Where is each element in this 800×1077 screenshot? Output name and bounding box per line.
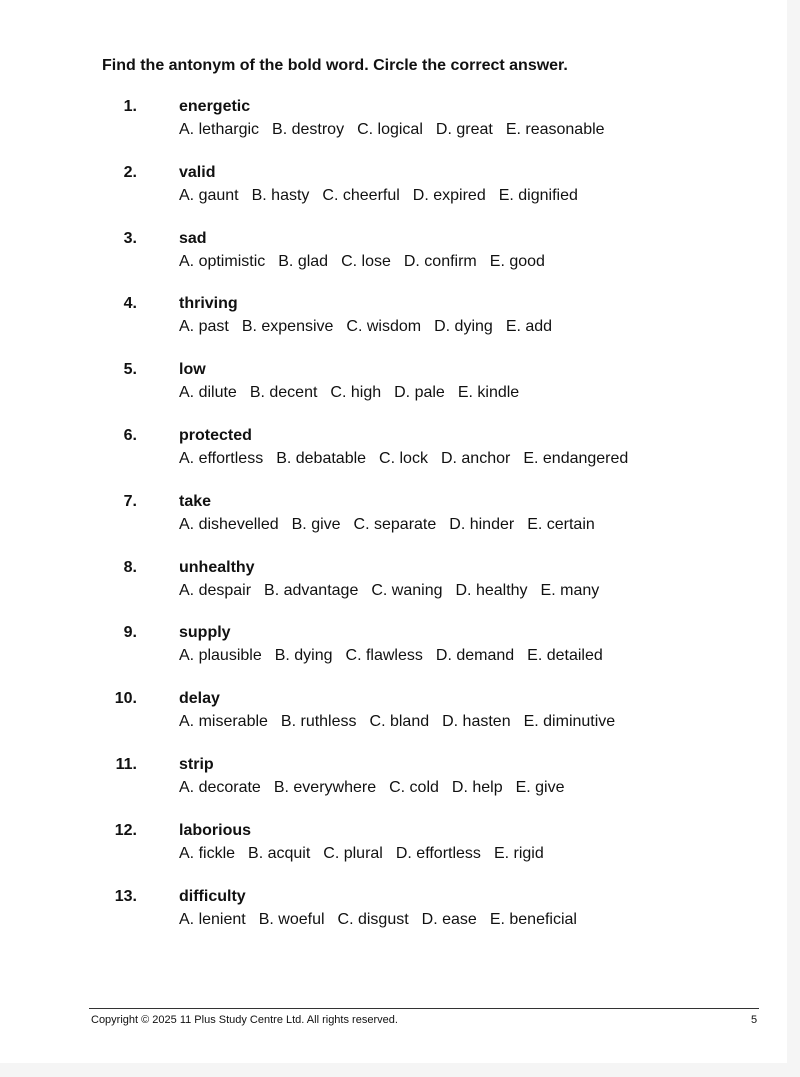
answer-option[interactable]: C. plural [323, 844, 383, 862]
question-number: 5. [123, 361, 137, 379]
target-word: supply [179, 624, 231, 642]
answer-options [179, 449, 641, 469]
answer-option[interactable]: E. give [515, 779, 565, 796]
answer-option[interactable]: C. wisdom [346, 318, 422, 336]
target-word: energetic [179, 98, 251, 115]
question-number: 6. [123, 427, 137, 444]
answer-option[interactable]: A. miserable [179, 713, 268, 731]
footer-divider [89, 1008, 759, 1009]
answer-option[interactable]: D. effortless [395, 844, 481, 862]
answer-option[interactable]: D. hinder [449, 515, 515, 533]
answer-options [179, 252, 558, 272]
page-number: 5 [751, 1014, 758, 1026]
answer-option[interactable]: B. debatable [276, 450, 367, 467]
answer-option[interactable]: B. everywhere [273, 779, 377, 796]
target-word: thriving [179, 295, 238, 313]
target-word: valid [179, 163, 216, 181]
question-number: 7. [123, 492, 137, 510]
answer-option[interactable]: D. help [451, 779, 503, 796]
answer-option[interactable]: C. bland [369, 713, 430, 731]
answer-options [179, 910, 590, 930]
question-item [0, 558, 787, 608]
answer-option[interactable]: E. certain [527, 515, 595, 533]
answer-option[interactable]: E. endangered [523, 450, 629, 467]
target-word: strip [179, 756, 214, 773]
answer-option[interactable]: A. lethargic [179, 121, 260, 138]
question-item [0, 689, 787, 739]
answer-option[interactable]: E. many [540, 581, 600, 599]
answer-option[interactable]: D. dying [434, 318, 493, 336]
question-item [0, 294, 787, 344]
answer-option[interactable]: A. plausible [179, 647, 262, 665]
answer-option[interactable]: D. hasten [442, 713, 511, 731]
question-number: 1. [123, 98, 137, 115]
answer-options [179, 120, 618, 140]
answer-option[interactable]: D. great [435, 121, 493, 138]
answer-options [179, 844, 557, 864]
question-number: 2. [123, 163, 137, 181]
copyright-text: Copyright © 2025 11 Plus Study Centre Ltd. All rights reserved. [91, 1014, 398, 1026]
answer-option[interactable]: A. effortless [179, 450, 264, 467]
answer-option[interactable]: C. waning [371, 581, 443, 599]
answer-option[interactable]: C. lock [379, 450, 428, 467]
target-word: laborious [179, 821, 252, 839]
answer-option[interactable]: E. diminutive [523, 713, 616, 731]
target-word: protected [179, 427, 252, 444]
answer-option[interactable]: C. cheerful [322, 186, 400, 204]
question-item [0, 163, 787, 213]
question-item [0, 623, 787, 673]
answer-option[interactable]: B. destroy [272, 121, 345, 138]
question-number: 12. [114, 821, 137, 839]
question-number: 8. [123, 558, 137, 576]
answer-option[interactable]: B. hasty [251, 186, 310, 204]
answer-option[interactable]: B. give [291, 515, 341, 533]
answer-option[interactable]: C. flawless [345, 647, 423, 665]
answer-option[interactable]: C. logical [357, 121, 423, 138]
answer-options [179, 186, 591, 206]
answer-option[interactable]: A. fickle [179, 844, 236, 862]
question-item [0, 360, 787, 410]
answer-option[interactable]: D. anchor [440, 450, 511, 467]
target-word: low [179, 361, 206, 379]
answer-option[interactable]: C. disgust [337, 910, 409, 928]
answer-option[interactable]: E. reasonable [505, 121, 605, 138]
answer-option[interactable]: B. woeful [258, 910, 325, 928]
answer-option[interactable]: C. cold [389, 779, 439, 796]
answer-option[interactable]: D. healthy [455, 581, 528, 599]
question-number: 4. [123, 295, 137, 313]
answer-options [179, 712, 628, 732]
answer-option[interactable]: E. kindle [457, 384, 520, 402]
answer-option[interactable]: D. demand [435, 647, 515, 665]
answer-options [179, 646, 616, 666]
target-word: difficulty [179, 887, 246, 905]
question-item [0, 755, 787, 805]
answer-options [179, 383, 532, 403]
instruction-text: Find the antonym of the bold word. Circle the correct answer. [102, 57, 568, 74]
answer-option[interactable]: B. dying [274, 647, 333, 665]
question-number: 10. [114, 690, 137, 708]
answer-option[interactable]: D. pale [394, 384, 445, 402]
answer-option[interactable]: E. add [505, 318, 553, 336]
answer-option[interactable]: B. acquit [248, 844, 311, 862]
answer-option[interactable]: A. decorate [179, 779, 261, 796]
answer-option[interactable]: A. gaunt [179, 186, 239, 204]
question-item [0, 492, 787, 542]
answer-options [179, 317, 565, 337]
answer-option[interactable]: A. dilute [179, 384, 237, 402]
answer-option[interactable]: B. decent [249, 384, 318, 402]
question-number: 3. [123, 229, 137, 247]
answer-option[interactable]: C. separate [353, 515, 437, 533]
answer-option[interactable]: E. dignified [498, 186, 578, 204]
answer-option[interactable]: A. past [179, 318, 229, 336]
question-number: 9. [123, 624, 137, 642]
answer-option[interactable]: A. despair [179, 581, 252, 599]
question-item [0, 97, 787, 147]
target-word: take [179, 492, 212, 510]
answer-options [179, 581, 612, 601]
answer-option[interactable]: D. ease [421, 910, 477, 928]
answer-option[interactable]: A. dishevelled [179, 515, 279, 533]
answer-options [179, 778, 578, 798]
answer-option[interactable]: C. lose [341, 252, 391, 270]
question-item [0, 229, 787, 279]
answer-option[interactable]: A. optimistic [179, 252, 266, 270]
answer-option[interactable]: E. good [489, 252, 545, 270]
question-number: 11. [115, 756, 137, 773]
answer-options [179, 515, 608, 535]
question-item [0, 887, 787, 937]
answer-option[interactable]: C. high [330, 384, 382, 402]
answer-option[interactable]: E. rigid [493, 844, 544, 862]
question-item [0, 821, 787, 871]
answer-option[interactable]: B. expensive [241, 318, 334, 336]
answer-option[interactable]: E. beneficial [489, 910, 577, 928]
question-item [0, 426, 787, 476]
answer-option[interactable]: E. detailed [527, 647, 603, 665]
target-word: sad [179, 229, 207, 247]
target-word: delay [179, 690, 220, 708]
answer-option[interactable]: B. glad [278, 252, 329, 270]
answer-option[interactable]: D. expired [412, 186, 486, 204]
answer-option[interactable]: D. confirm [403, 252, 477, 270]
answer-option[interactable]: A. lenient [179, 910, 246, 928]
answer-option[interactable]: B. advantage [264, 581, 359, 599]
question-number: 13. [114, 887, 137, 905]
target-word: unhealthy [179, 558, 255, 576]
answer-option[interactable]: B. ruthless [280, 713, 357, 731]
